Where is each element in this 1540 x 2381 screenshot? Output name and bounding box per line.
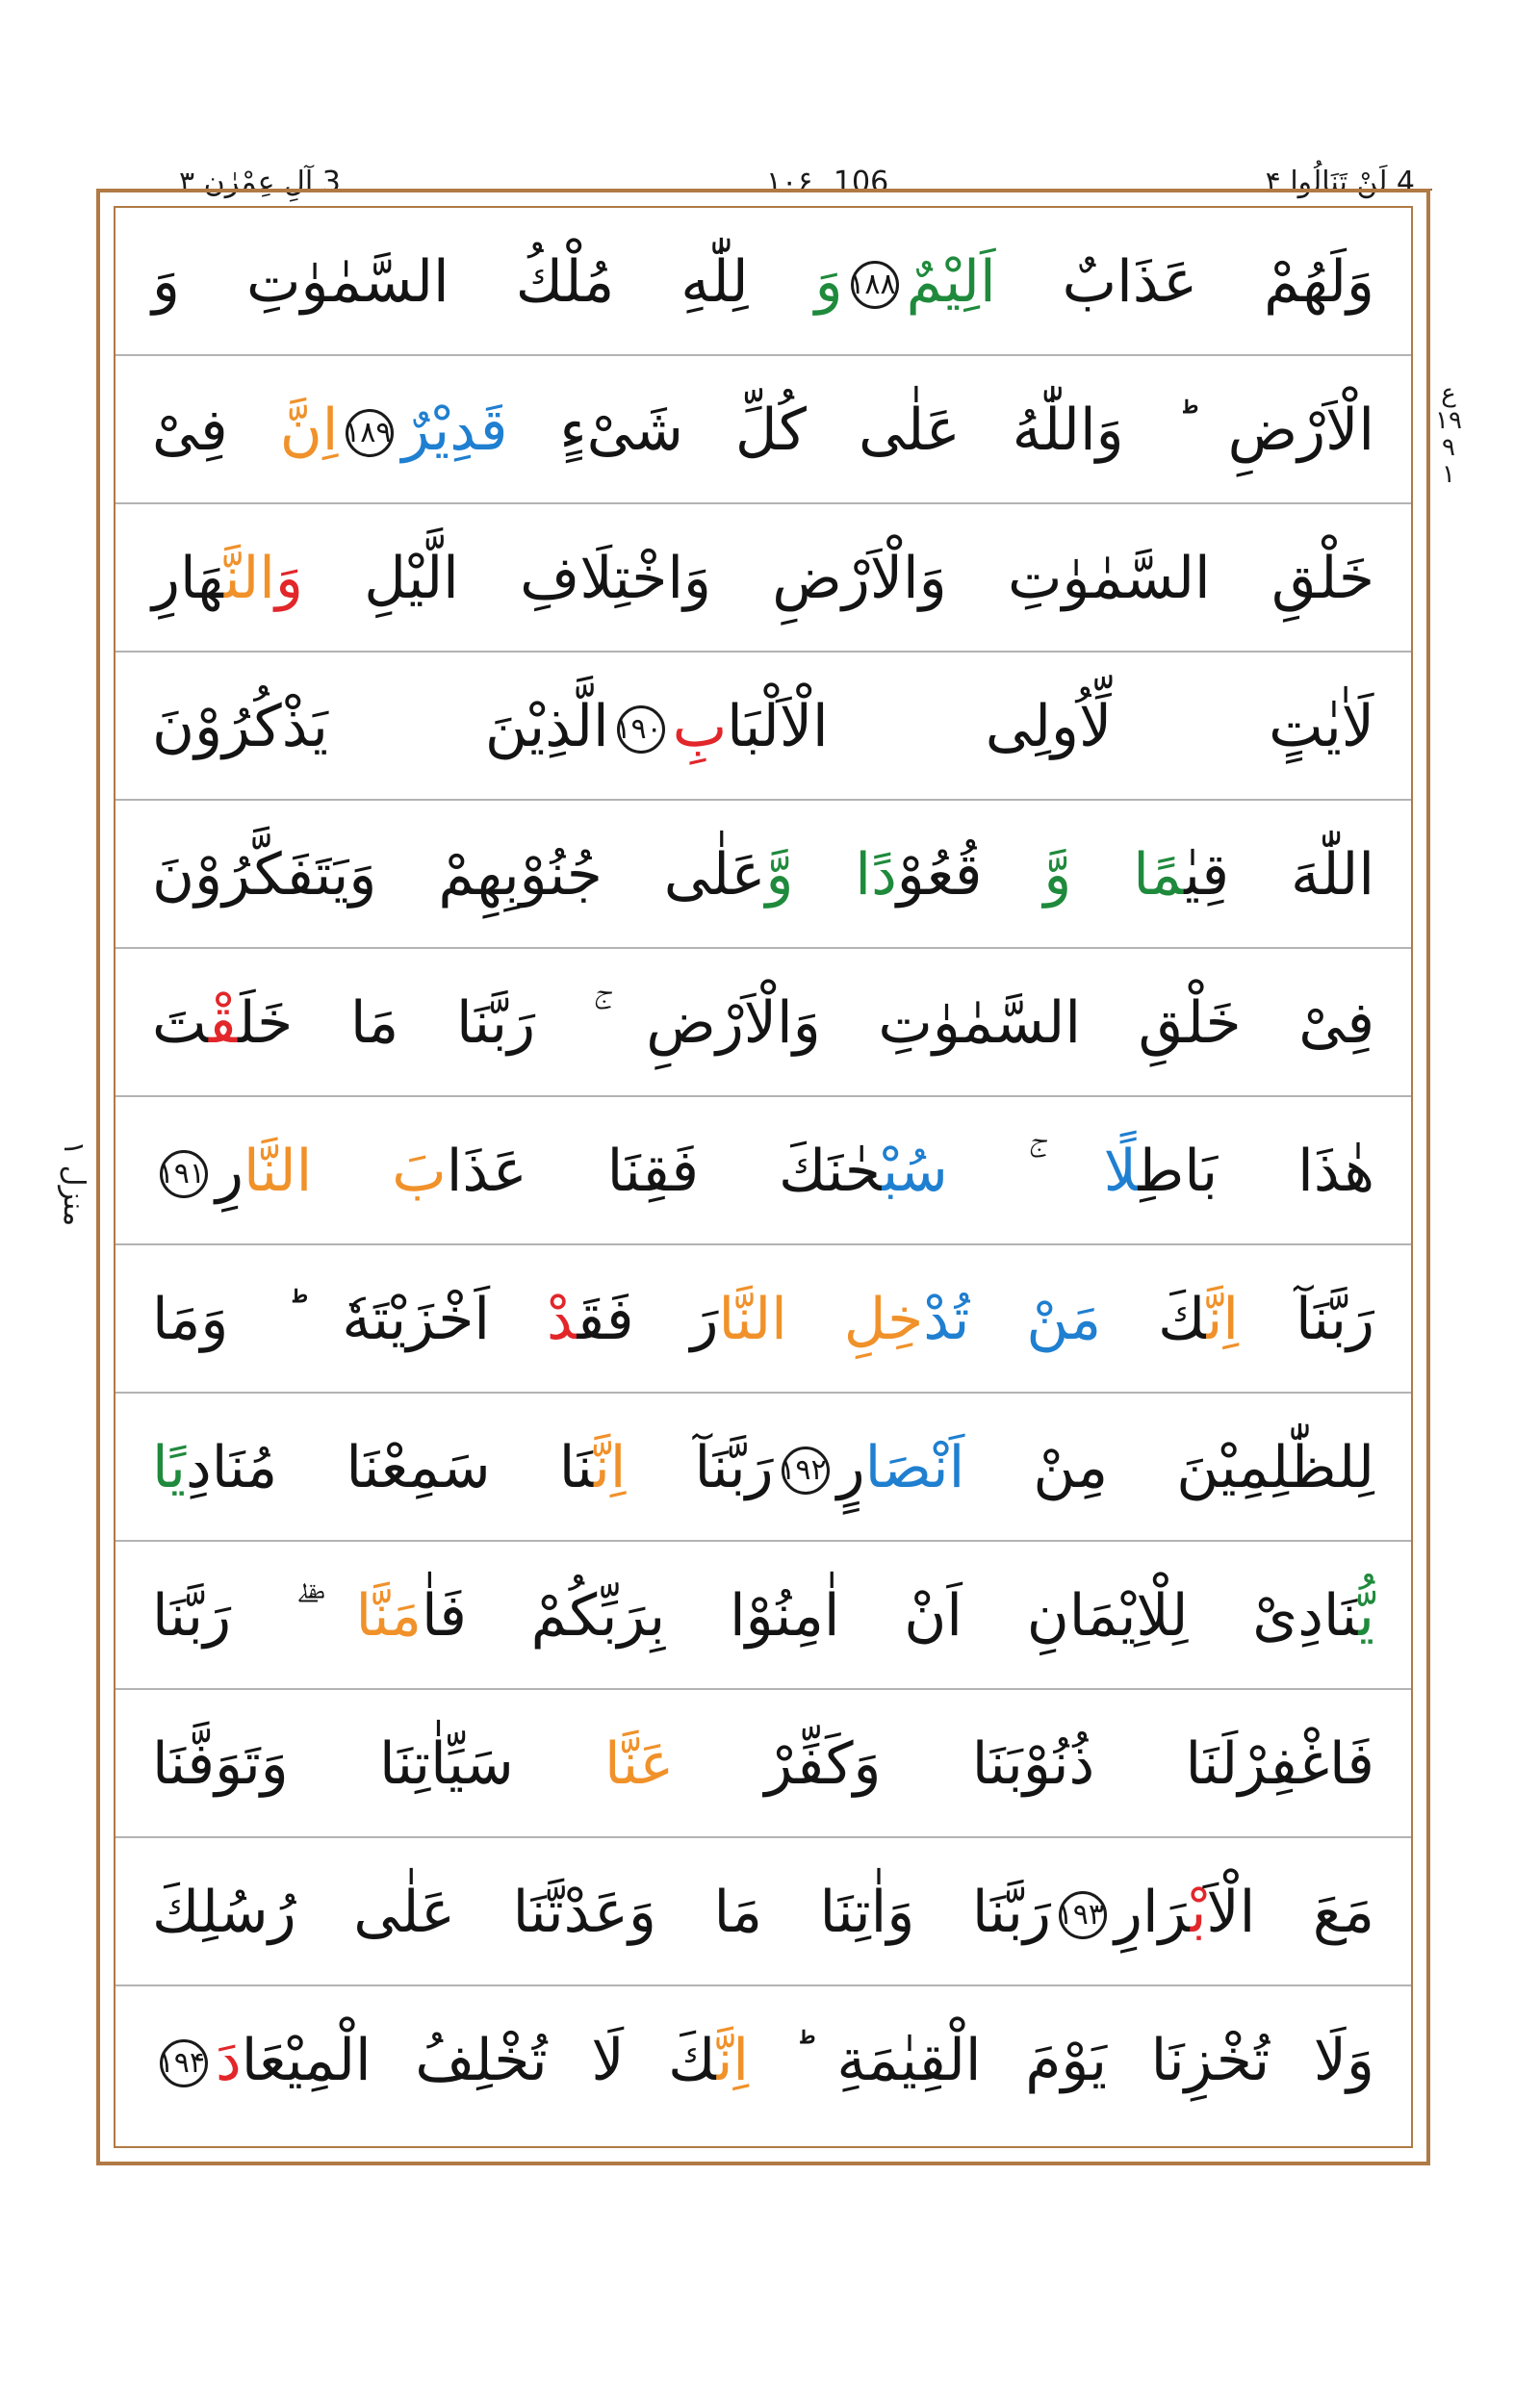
text-segment: اَلِيْمٌ	[906, 248, 996, 316]
text-line-1	[116, 208, 1411, 356]
quran-text-block	[116, 208, 1411, 2146]
text-segment: بَ النَّا	[243, 1138, 447, 1205]
text-segment: حٰنَكَ فَقِنَا عَذَا	[446, 1138, 883, 1205]
text-segment: سَيِّاٰتِنَا وَتَوَفَّنَا	[152, 1730, 605, 1798]
text-line-7	[116, 1097, 1411, 1245]
ayah-number-marker: ۱۹۳	[1059, 1891, 1107, 1939]
text-segment: فِىْ خَلْقِ السَّمٰوٰتِ وَالْاَرْضِ ۚ رَبَّنَا مَا خَلَ	[238, 989, 1374, 1057]
text-segment: اِنَّ	[594, 1434, 627, 1501]
text-segment: نَا سَمِعْنَا مُنَادِ	[185, 1434, 595, 1501]
text-segment: مَنْ تُدْ	[923, 1286, 1102, 1353]
text-segment: سُبْ	[882, 1138, 948, 1205]
text-segment: وَ	[274, 545, 303, 612]
text-segment: فِىْ	[152, 397, 280, 464]
para-title: 4 لَنْ تَنَالُوا ۴	[1266, 164, 1415, 202]
text-segment: يُّ	[1358, 1582, 1374, 1650]
text-segment: لِلظّٰلِمِيْنَ مِنْ	[964, 1434, 1374, 1501]
text-segment: اِنَّ	[279, 397, 339, 464]
text-segment: وَلَا تُخْزِنَا يَوْمَ الْقِيٰمَةِ ؕ	[749, 2027, 1375, 2094]
ayah-number-marker: ۱۹۲	[782, 1447, 830, 1495]
text-line-5	[116, 801, 1411, 949]
text-segment: بِ	[672, 693, 728, 760]
text-segment: ۖۗ رَبَّنَا	[152, 1582, 356, 1650]
page-number-latin: 106	[833, 166, 889, 199]
text-segment: خِلِ النَّا	[718, 1286, 924, 1353]
text-segment: قْ	[208, 989, 239, 1057]
text-segment: بْ	[1190, 1879, 1207, 1946]
text-segment: مًا وَّ	[1043, 841, 1185, 909]
text-segment: هَارِ	[152, 545, 224, 612]
text-segment: رَبَّنَآ	[1239, 1286, 1375, 1353]
text-line-8	[116, 1245, 1411, 1394]
text-segment: وَ	[814, 248, 843, 316]
manzil-label: منزل ۱	[57, 1140, 90, 1227]
text-line-13	[116, 1986, 1411, 2135]
text-segment: يًا	[152, 1434, 186, 1501]
text-segment: اِنَّ	[716, 2027, 750, 2094]
ayah-number-marker: ۱۸۸	[851, 261, 899, 309]
ayah-number-marker: ۱۹۰	[617, 705, 665, 754]
text-segment: لِلّٰهِ مُلْكُ السَّمٰوٰتِ وَ	[152, 248, 815, 316]
text-segment: الْاَرْضِ ؕ وَاللّٰهُ عَلٰى كُلِّ شَىْءٍ	[507, 397, 1375, 464]
text-line-6	[116, 949, 1411, 1097]
text-segment: رِ	[216, 1138, 244, 1205]
text-segment: اَنْصَا	[864, 1434, 965, 1501]
text-line-11	[116, 1690, 1411, 1838]
text-segment: لَاٰيٰتٍ لِّاُولِى الْاَلْبَا	[727, 693, 1374, 760]
text-segment: اَخْزَيْتَهٗ ؕ وَمَا	[152, 1286, 547, 1353]
text-segment: مَعَ الْاَ	[1206, 1879, 1374, 1946]
text-segment: عَنَّا	[604, 1730, 675, 1798]
text-segment: عَلٰى جُنُوْبِهِمْ وَيَتَفَكَّرُوْنَ	[152, 841, 766, 909]
text-segment: دًا وَّ	[765, 841, 897, 909]
text-line-12	[116, 1838, 1411, 1986]
text-segment: قُعُوْ	[896, 841, 1044, 909]
text-segment: رَارِ	[1114, 1879, 1191, 1946]
text-segment: قَدِيْرٌ	[401, 397, 508, 464]
text-segment: دْ	[547, 1286, 578, 1353]
ruku-mark: ع ۱۹ ۹ ۱	[1435, 379, 1462, 489]
text-segment: رَبَّنَآ	[626, 1434, 774, 1501]
text-line-9	[116, 1394, 1411, 1542]
text-segment: كَ	[1101, 1286, 1207, 1353]
text-line-3	[116, 504, 1411, 653]
text-segment: دَ	[216, 2027, 242, 2094]
ayah-number-marker: ۱۹۱	[160, 1150, 208, 1198]
text-segment: اِنَّ	[1206, 1286, 1240, 1353]
text-line-4	[116, 653, 1411, 801]
text-segment: نَادِىْ لِلْاِيْمَانِ اَنْ اٰمِنُوْا بِرَبِّكُمْ فَاٰ	[421, 1582, 1359, 1650]
text-segment: لًا	[1103, 1138, 1139, 1205]
text-segment: هٰذَا بَاطِ	[1138, 1138, 1374, 1205]
text-segment: تَ	[152, 989, 209, 1057]
text-segment: كَ لَا تُخْلِفُ الْمِيْعَا	[241, 2027, 717, 2094]
text-line-10	[116, 1542, 1411, 1690]
text-segment: اللّٰهَ قِيٰ	[1184, 841, 1375, 909]
text-segment: ۚ	[947, 1138, 1104, 1205]
text-segment: رَبَّنَا وَاٰتِنَا مَا وَعَدْتَّنَا عَلٰى رُسُلِكَ	[152, 1879, 1051, 1946]
ayah-number-marker: ۱۸۹	[346, 409, 394, 457]
text-segment: مَنَّا	[355, 1582, 422, 1650]
text-segment: الَّذِيْنَ يَذْكُرُوْنَ	[152, 693, 609, 760]
ayah-number-marker: ۱۹۴	[160, 2039, 208, 2087]
text-segment: رَ فَقَ	[577, 1286, 719, 1353]
text-segment: خَلْقِ السَّمٰوٰتِ وَالْاَرْضِ وَاخْتِلَافِ الَّيْلِ	[302, 545, 1374, 612]
text-segment: وَلَهُمْ عَذَابٌ	[995, 248, 1375, 316]
text-segment: فَاغْفِرْلَنَا ذُنُوْبَنَا وَكَفِّرْ	[674, 1730, 1374, 1798]
text-segment: النَّ	[223, 545, 275, 612]
text-segment: رٍ	[836, 1434, 865, 1501]
text-line-2	[116, 356, 1411, 504]
page-number-arabic: ۱۰۶	[766, 166, 813, 199]
surah-title: 3 آلِ عِمْرٰن ۳	[179, 164, 341, 202]
